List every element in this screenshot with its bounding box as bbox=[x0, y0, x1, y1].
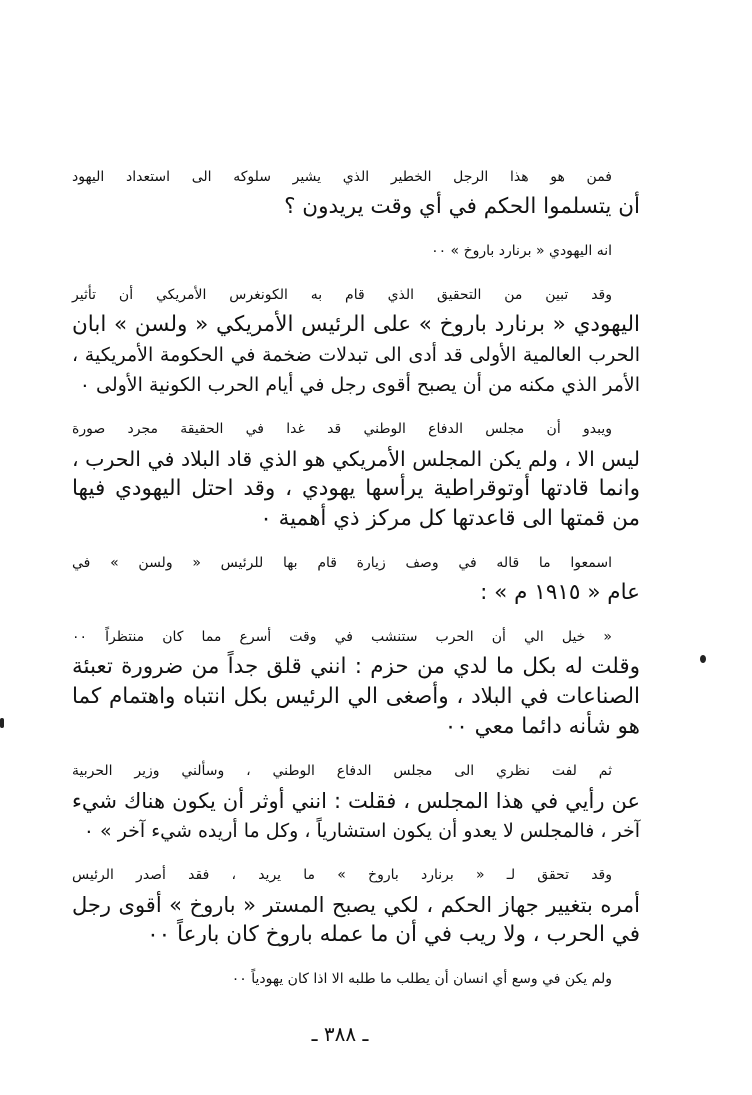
edge-mark bbox=[0, 718, 4, 728]
text-line: وانما قادتها أوتوقراطية يرأسها يهودي ، وقد احتل اليهودي فيها bbox=[72, 476, 640, 501]
paragraph bbox=[72, 162, 640, 222]
text-line: عن رأيي في هذا المجلس ، فقلت : انني أوثر أن يكون هناك شيء bbox=[72, 789, 640, 813]
page-number: ـ ٣٨٨ ـ bbox=[311, 1022, 369, 1046]
text-line: أمره بتغيير جهاز الحكم ، لكي يصبح المستر « باروخ » أقوى رجل bbox=[72, 893, 640, 917]
text-line: من قمتها الى قاعدتها كل مركز ذي أهمية ٠ bbox=[260, 506, 640, 531]
text-line: الصناعات في البلاد ، وأصغى الي الرئيس بكل انتباه واهتمام كما bbox=[72, 684, 640, 709]
text-line: اليهودي « برنارد باروخ » على الرئيس الأمريكي « ولسن » ابان bbox=[72, 312, 640, 337]
paragraph bbox=[72, 622, 640, 742]
paragraph bbox=[72, 236, 640, 266]
text-line: وقد تحقق لـ « برنارد باروخ » ما يريد ، فقد أصدر الرئيس bbox=[72, 867, 612, 883]
text-line: الأمر الذي مكنه من أن يصبح أقوى رجل في أيام الحرب الكونية الأولى ٠ bbox=[79, 374, 640, 396]
text-line: وقلت له بكل ما لدي من حزم : انني قلق جداً من ضرورة تعبئة bbox=[72, 654, 640, 679]
text-line: ويبدو أن مجلس الدفاع الوطني قد غدا في الحقيقة مجرد صورة bbox=[72, 421, 612, 437]
text-line: ولم يكن في وسع أي انسان أن يطلب ما طلبه الا اذا كان يهودياً ٠٠ bbox=[231, 971, 612, 987]
text-line: عام « ١٩١٥ م » : bbox=[480, 580, 640, 605]
paragraph bbox=[72, 414, 640, 534]
paragraph bbox=[72, 756, 640, 846]
text-line: في الحرب ، ولا ريب في أن ما عمله باروخ كان بارعاً ٠٠ bbox=[147, 922, 640, 947]
paragraph bbox=[72, 280, 640, 400]
text-line: اسمعوا ما قاله في وصف زيارة قام بها للرئيس « ولسن » في bbox=[72, 555, 612, 571]
paragraph bbox=[72, 860, 640, 950]
text-line: أن يتسلموا الحكم في أي وقت يريدون ؟ bbox=[284, 194, 640, 219]
text-line: ليس الا ، ولم يكن المجلس الأمريكي هو الذي قاد البلاد في الحرب ، bbox=[72, 447, 640, 471]
body-text bbox=[72, 162, 640, 1008]
margin-dot-mark bbox=[700, 655, 706, 663]
paragraph bbox=[72, 548, 640, 608]
text-line: وقد تبين من التحقيق الذي قام به الكونغرس الأمريكي أن تأثير bbox=[72, 287, 612, 303]
text-line: فمن هو هذا الرجل الخطير الذي يشير سلوكه الى استعداد اليهود bbox=[72, 169, 612, 185]
paragraph bbox=[72, 964, 640, 994]
text-line: الحرب العالمية الأولى قد أدى الى تبدلات ضخمة في الحكومة الأمريكية ، bbox=[72, 344, 640, 366]
text-line: ثم لفت نظري الى مجلس الدفاع الوطني ، وسألني وزير الحربية bbox=[72, 763, 612, 779]
text-line: آخر ، فالمجلس لا يعدو أن يكون استشارياً ، وكل ما أريده شيء آخر » ٠ bbox=[83, 820, 640, 842]
text-line: « خيل الي أن الحرب ستنشب في وقت أسرع مما كان منتظراً ٠٠ bbox=[72, 629, 612, 645]
text-line: هو شأنه دائما معي ٠٠ bbox=[444, 714, 640, 739]
text-line: انه اليهودي « برنارد باروخ » ٠٠ bbox=[431, 243, 612, 259]
